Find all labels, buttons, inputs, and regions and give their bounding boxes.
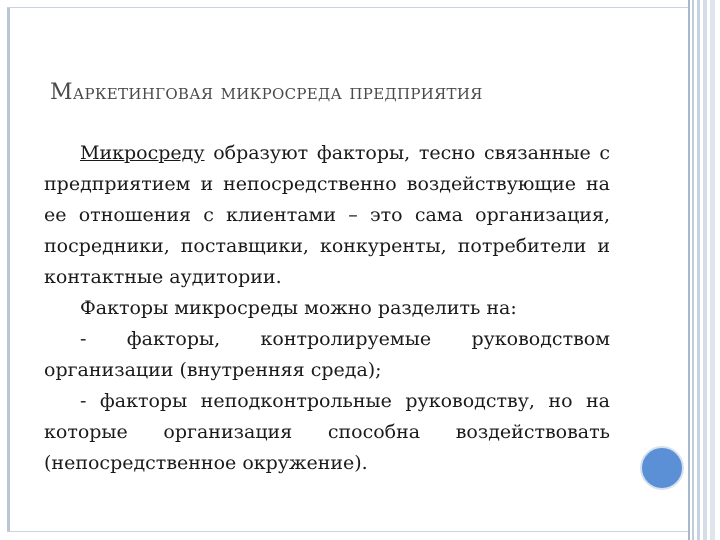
paragraph-definition xyxy=(44,138,610,293)
decor-stripe xyxy=(692,0,694,540)
slide-body xyxy=(44,138,610,479)
paragraph-factors-intro: Факторы микросреды можно разделить на: xyxy=(80,297,517,319)
decor-circle xyxy=(640,446,684,490)
frame-bottom-line xyxy=(7,531,689,532)
paragraph-controlled-factors: - факторы, контролируемые руководством организации (внутренняя среда); xyxy=(44,328,610,381)
definition-text: образуют факторы, тесно связанные с предприятием и непосредственно воздействующие на ее отношения с клиентами – это сама организация, посредники, поставщики, конкуренты, потребители и контактные аудитории. xyxy=(44,142,610,288)
paragraph-uncontrolled-factors: - факторы неподконтрольные руководству, но на которые организация способна воздействовать (непосредственное окружение). xyxy=(44,390,610,474)
frame-left-line xyxy=(7,8,10,532)
decor-stripe xyxy=(688,0,690,540)
decor-stripe xyxy=(703,0,707,540)
decor-stripe xyxy=(710,0,715,540)
slide-title: Маркетинговая микросреда предприятия xyxy=(50,80,483,105)
frame-top-line xyxy=(7,7,689,8)
decor-stripe xyxy=(697,0,700,540)
term-microenvironment: Микросреду xyxy=(80,142,205,164)
